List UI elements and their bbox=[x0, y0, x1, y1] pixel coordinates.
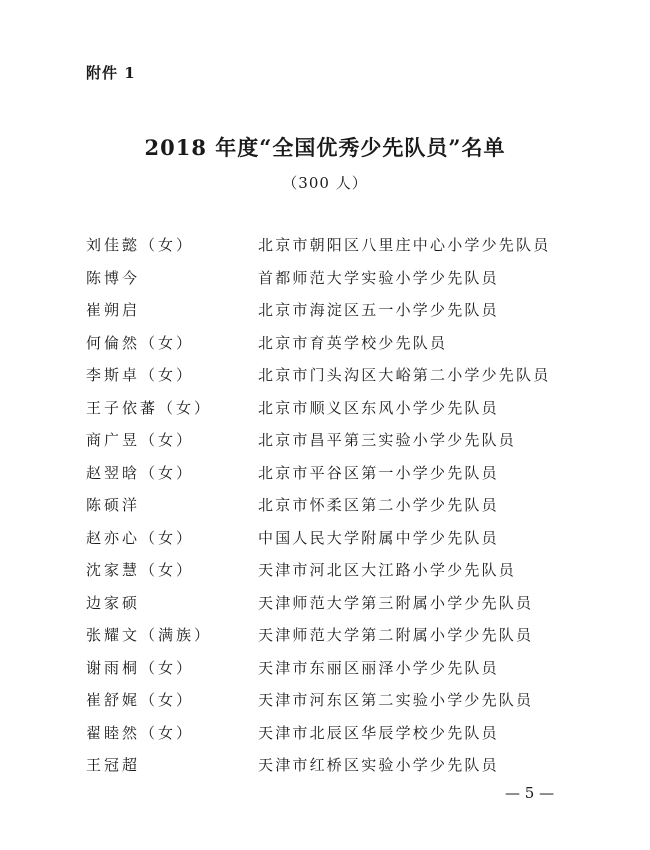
honoree-unit: 天津师范大学第二附属小学少先队员 bbox=[258, 626, 534, 644]
honoree-unit: 北京市怀柔区第二小学少先队员 bbox=[258, 496, 499, 514]
list-item bbox=[0, 587, 650, 620]
honoree-unit: 天津市红桥区实验小学少先队员 bbox=[258, 756, 499, 774]
honoree-name: 陈硕洋 bbox=[86, 496, 141, 514]
list-item bbox=[0, 619, 650, 652]
honoree-name: 何倫然（女） bbox=[86, 333, 195, 352]
honoree-name: 张耀文（满族） bbox=[86, 626, 213, 644]
honoree-name: 赵翌晗（女） bbox=[86, 463, 195, 482]
honoree-name: 谢雨桐（女） bbox=[86, 658, 195, 677]
list-item bbox=[0, 262, 650, 295]
honoree-name: 边家硕 bbox=[86, 593, 141, 612]
list-item bbox=[0, 522, 650, 555]
honoree-unit: 天津市河东区第二实验小学少先队员 bbox=[258, 691, 534, 709]
honoree-name: 陈博今 bbox=[86, 268, 141, 287]
list-item bbox=[0, 652, 650, 685]
honoree-list bbox=[0, 229, 650, 782]
list-item bbox=[0, 392, 650, 425]
honoree-name: 王冠超 bbox=[86, 756, 141, 774]
honoree-unit: 北京市顺义区东风小学少先队员 bbox=[258, 398, 499, 417]
list-item bbox=[0, 749, 650, 782]
honoree-unit: 北京市昌平第三实验小学少先队员 bbox=[258, 431, 517, 449]
list-item bbox=[0, 327, 650, 360]
honoree-unit: 天津市河北区大江路小学少先队员 bbox=[258, 561, 517, 579]
document-subtitle: （300 人） bbox=[282, 174, 368, 192]
list-item bbox=[0, 717, 650, 750]
honoree-name: 赵亦心（女） bbox=[86, 528, 195, 547]
honoree-unit: 北京市平谷区第一小学少先队员 bbox=[258, 463, 499, 482]
document-title: 2018 年度“全国优秀少先队员”名单 bbox=[144, 135, 506, 160]
list-item bbox=[0, 359, 650, 392]
honoree-unit: 北京市朝阳区八里庄中心小学少先队员 bbox=[258, 236, 551, 254]
page-number: — 5 — bbox=[505, 784, 555, 802]
list-item bbox=[0, 684, 650, 717]
honoree-name: 王子依蕃（女） bbox=[86, 398, 213, 417]
honoree-name: 李斯卓（女） bbox=[86, 366, 195, 384]
honoree-unit: 北京市门头沟区大峪第二小学少先队员 bbox=[258, 366, 551, 384]
list-item bbox=[0, 554, 650, 587]
list-item bbox=[0, 489, 650, 522]
list-item bbox=[0, 424, 650, 457]
list-item bbox=[0, 229, 650, 262]
honoree-unit: 北京市育英学校少先队员 bbox=[258, 333, 448, 352]
honoree-name: 商广昱（女） bbox=[86, 431, 195, 449]
honoree-unit: 首都师范大学实验小学少先队员 bbox=[258, 268, 499, 287]
honoree-unit: 天津师范大学第三附属小学少先队员 bbox=[258, 593, 534, 612]
honoree-name: 翟睦然（女） bbox=[86, 723, 195, 742]
honoree-name: 崔舒娓（女） bbox=[86, 691, 195, 709]
honoree-unit: 北京市海淀区五一小学少先队员 bbox=[258, 301, 499, 319]
list-item bbox=[0, 294, 650, 327]
honoree-unit: 天津市北辰区华辰学校少先队员 bbox=[258, 723, 499, 742]
honoree-unit: 天津市东丽区丽泽小学少先队员 bbox=[258, 658, 499, 677]
list-item bbox=[0, 457, 650, 490]
attachment-label: 附件 1 bbox=[86, 64, 136, 82]
honoree-name: 刘佳懿（女） bbox=[86, 236, 195, 254]
honoree-name: 崔朔启 bbox=[86, 301, 141, 319]
honoree-name: 沈家慧（女） bbox=[86, 561, 195, 579]
honoree-unit: 中国人民大学附属中学少先队员 bbox=[258, 528, 499, 547]
